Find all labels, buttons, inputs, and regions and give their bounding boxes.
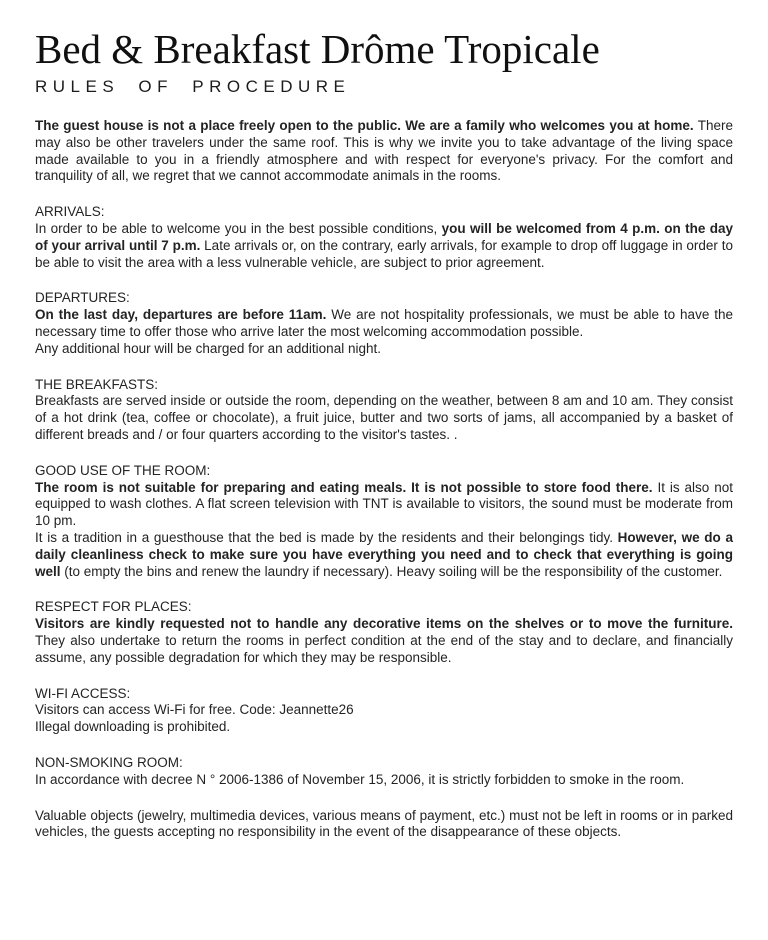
text-run: Valuable objects (jewelry, multimedia devices, various means of payment, etc.) must not be left in rooms or in parked vehicles, the guests accepting no responsibility in the event of the disappearance of these objects. xyxy=(35,807,733,840)
document-body xyxy=(35,118,733,841)
paragraph xyxy=(35,530,733,580)
section-heading: WI-FI ACCESS: xyxy=(35,685,131,701)
section-departures xyxy=(35,290,733,357)
section-heading: ARRIVALS: xyxy=(35,204,105,220)
text-run: Visitors can access Wi-Fi for free. Code: Jeannette26 xyxy=(35,702,354,718)
text-run: They also undertake to return the rooms in perfect condition at the end of the stay and to declare, and financially assume, any possible degradation for which they may be responsible. xyxy=(35,632,733,665)
text-run: The guest house is not a place freely open to the public. We are a family who welcomes you at home. xyxy=(35,118,694,133)
section-good-use-of-room xyxy=(35,463,733,581)
paragraph xyxy=(35,480,733,530)
section-heading: RESPECT FOR PLACES: xyxy=(35,599,192,615)
paragraph xyxy=(35,221,733,271)
paragraph xyxy=(35,808,733,842)
text-run: (to empty the bins and renew the laundry if necessary). Heavy soiling will be the responsibility of the customer. xyxy=(60,563,723,579)
text-run: In accordance with decree N ° 2006-1386 of November 15, 2006, it is strictly forbidden to smoke in the room. xyxy=(35,771,685,787)
paragraph xyxy=(35,307,733,341)
section-heading: THE BREAKFASTS: xyxy=(35,376,159,392)
section-heading: GOOD USE OF THE ROOM: xyxy=(35,462,211,478)
text-run: We are not hospitality professionals, we must be able to have the necessary time to offer those who arrive later the most welcoming accommodation possible. xyxy=(35,307,733,339)
text-run: Breakfasts are served inside or outside the room, depending on the weather, between 8 am and 10 am. They consist of a hot drink (tea, coffee or chocolate), a fruit juice, butter and two sorts of jams, all accompanied by a basket of different breads and / or four quarters according to the visitor's tastes. . xyxy=(35,393,733,442)
section-non-smoking xyxy=(35,755,733,789)
section-wifi-access xyxy=(35,686,733,736)
text-run: On the last day, departures are before 11am. xyxy=(35,307,327,323)
text-run: There may also be other travelers under the same roof. This is why we invite you to take advantage of the living space made available to you in a friendly atmosphere and with respect for everyone's privacy. For the comfort and tranquility of all, we regret that we cannot accommodate animals in the rooms. xyxy=(35,118,733,184)
section-arrivals xyxy=(35,204,733,271)
section-heading: NON-SMOKING ROOM: xyxy=(35,754,183,770)
paragraph xyxy=(35,719,733,736)
section-heading: DEPARTURES: xyxy=(35,290,130,306)
paragraph xyxy=(35,341,733,358)
section-breakfasts xyxy=(35,377,733,444)
section-valuables xyxy=(35,808,733,842)
text-run: It is also not equipped to wash clothes. A flat screen television with TNT is available to visitors, the sound must be moderate from 10 pm. xyxy=(35,479,733,529)
text-run: Illegal downloading is prohibited. xyxy=(35,719,231,735)
paragraph xyxy=(35,393,733,443)
text-run: Late arrivals or, on the contrary, early arrivals, for example to drop off luggage in order to be able to visit the area with a less vulnerable vehicle, are subject to prior agreement. xyxy=(35,237,733,270)
page-title: Bed & Breakfast Drôme Tropicale xyxy=(35,26,600,72)
text-run: Any additional hour will be charged for an additional night. xyxy=(35,340,381,356)
text-run: It is a tradition in a guesthouse that the bed is made by the residents and their belongings tidy. xyxy=(35,529,618,545)
text-run: you will be welcomed from 4 p.m. on the day of your arrival until 7 p.m. xyxy=(35,220,733,253)
paragraph xyxy=(35,772,733,789)
section-respect-for-places xyxy=(35,599,733,666)
section-intro xyxy=(35,118,733,185)
paragraph xyxy=(35,118,733,185)
text-run: However, we do a daily cleanliness check to make sure you have everything you need and to check that everything is going well xyxy=(35,529,733,579)
page-subtitle: RULES OF PROCEDURE xyxy=(35,77,351,96)
text-run: The room is not suitable for preparing and eating meals. It is not possible to store food there. xyxy=(35,479,653,495)
text-run: Visitors are kindly requested not to handle any decorative items on the shelves or to move the furniture. xyxy=(35,616,733,632)
text-run: In order to be able to welcome you in the best possible conditions, xyxy=(35,220,442,236)
paragraph xyxy=(35,616,733,666)
paragraph xyxy=(35,702,733,719)
